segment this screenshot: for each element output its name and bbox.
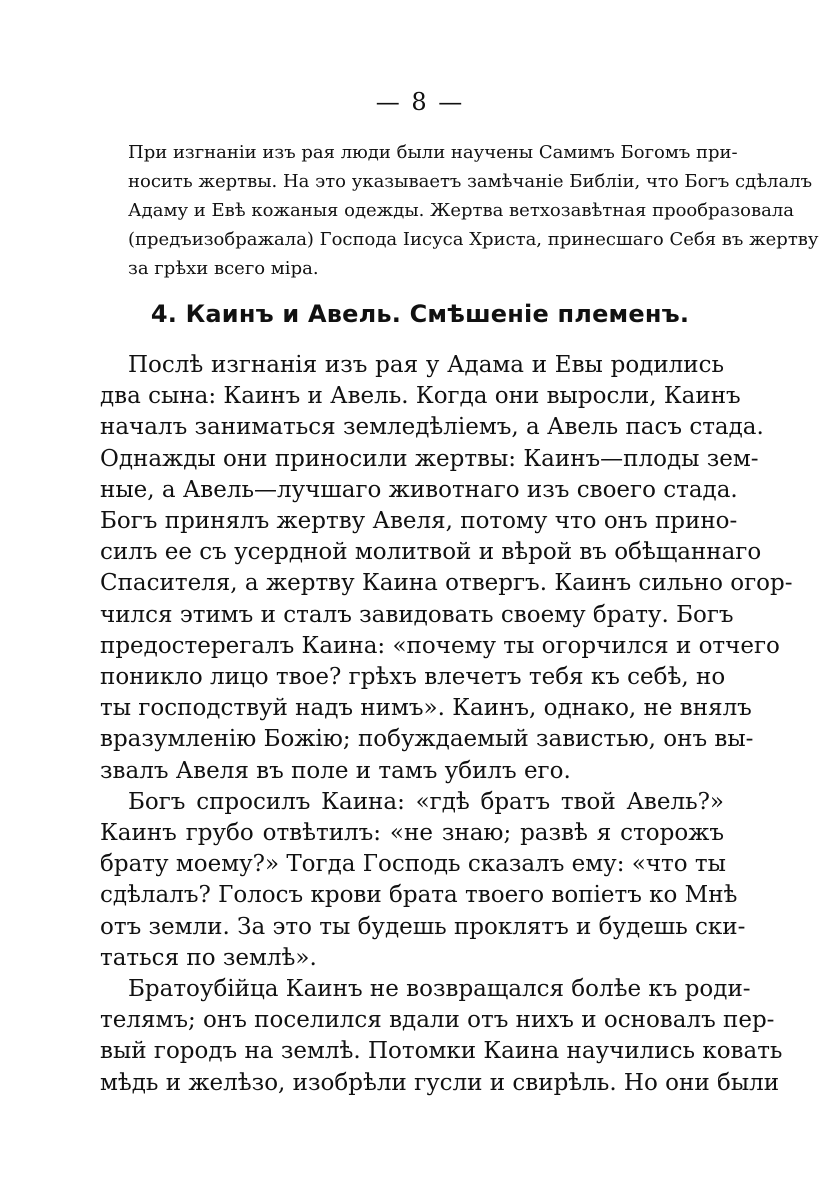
section-heading: 4. Каинъ и Авель. Смѣшеніе племенъ. <box>150 300 690 328</box>
body-line: отъ земли. За это ты будешь проклятъ и будешь ски- <box>100 913 746 940</box>
body-line: телямъ; онъ поселился вдали отъ нихъ и основалъ пер- <box>100 1007 775 1034</box>
body-text <box>100 350 793 1099</box>
body-line: Послѣ изгнанія изъ рая у Адама и Евы родились <box>128 352 724 378</box>
body-line: мѣдь и желѣзо, изобрѣли гусли и свирѣль. Но они были <box>100 1069 780 1096</box>
body-line: сдѣлалъ? Голосъ крови брата твоего вопіетъ ко Мнѣ <box>100 882 738 909</box>
body-line: ты господствуй надъ нимъ». Каинъ, однако, не внялъ <box>100 695 752 722</box>
intro-line: (предъизображала) Господа Іисуса Христа, принесшаго Себя въ жертву <box>128 229 819 250</box>
intro-line: за грѣхи всего міра. <box>128 258 319 279</box>
intro-line: Адаму и Евѣ кожаныя одежды. Жертва ветхозавѣтная прообразовала <box>128 200 795 221</box>
body-line: чился этимъ и сталъ завидовать своему брату. Богъ <box>100 601 734 628</box>
body-line: таться по землѣ». <box>100 944 317 971</box>
page-number: — 8 — <box>375 88 465 116</box>
body-line: ные, а Авель—лучшаго животнаго изъ своего стада. <box>100 476 738 503</box>
body-line: Богъ принялъ жертву Авеля, потому что онъ прино- <box>100 508 738 535</box>
body-line: брату моему?» Тогда Господь сказалъ ему: «что ты <box>100 851 726 878</box>
body-line: Каинъ грубо отвѣтилъ: «не знаю; развѣ я сторожъ <box>100 820 724 847</box>
body-line: вый городъ на землѣ. Потомки Каина научились ковать <box>100 1038 783 1065</box>
body-line: звалъ Авеля въ поле и тамъ убилъ его. <box>100 757 571 784</box>
body-line: силъ ее съ усердной молитвой и вѣрой въ обѣщаннаго <box>100 539 762 566</box>
body-line: Братоубійца Каинъ не возвращался болѣе къ роди- <box>128 976 751 1003</box>
intro-paragraph <box>128 138 819 283</box>
body-line: Однажды они приносили жертвы: Каинъ—плоды зем- <box>100 445 759 472</box>
intro-line: носить жертвы. На это указываетъ замѣчаніе Библіи, что Богъ сдѣлалъ <box>128 171 813 192</box>
body-line: началъ заниматься земледѣліемъ, а Авель пасъ стада. <box>100 414 764 441</box>
body-line: Богъ спросилъ Каина: «гдѣ братъ твой Авель?» <box>128 788 724 815</box>
body-line: предостерегалъ Каина: «почему ты огорчился и отчего <box>100 632 780 659</box>
body-line: Спасителя, а жертву Каина отвергъ. Каинъ сильно огор- <box>100 570 793 597</box>
intro-line: При изгнаніи изъ рая люди были научены Самимъ Богомъ при- <box>128 142 738 163</box>
body-line: поникло лицо твое? грѣхъ влечетъ тебя къ себѣ, но <box>100 664 726 691</box>
body-line: два сына: Каинъ и Авель. Когда они выросли, Каинъ <box>100 383 741 410</box>
body-line: вразумленію Божію; побуждаемый завистью, онъ вы- <box>100 726 754 753</box>
